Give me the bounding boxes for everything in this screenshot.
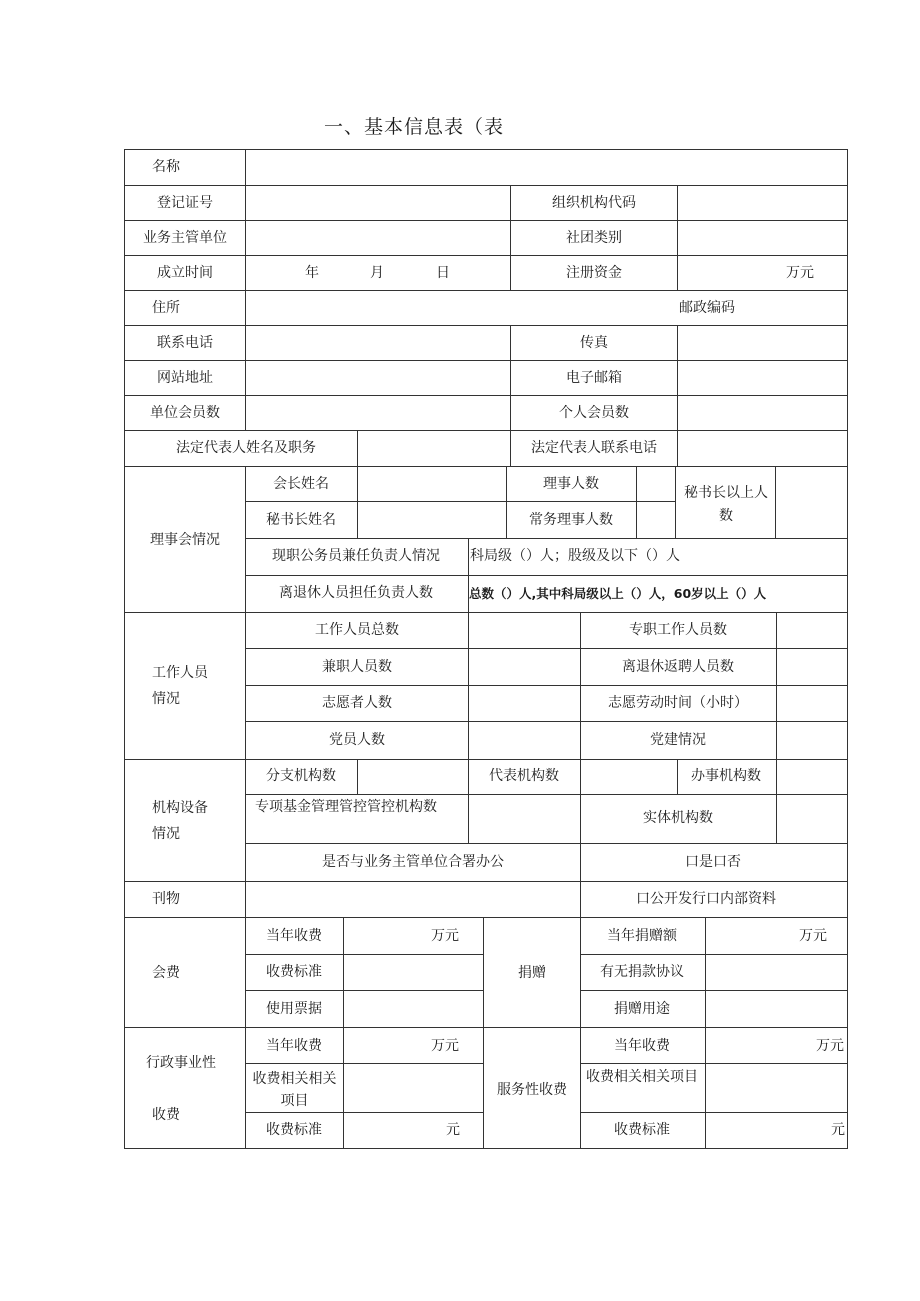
label-periodical: 刊物	[152, 891, 180, 907]
donation-annual-unit: 万元	[799, 928, 827, 944]
label-service-standard: 收费标准	[614, 1122, 670, 1138]
label-fulltime: 专职工作人员数	[629, 622, 727, 638]
label-name: 名称	[152, 159, 180, 175]
label-secretary: 秘书长姓名	[266, 512, 336, 528]
label-assoc-type: 社团类别	[566, 230, 622, 246]
group-admin-fee-2: 收费	[152, 1107, 180, 1123]
label-fees-receipts: 使用票据	[266, 1001, 322, 1017]
co-office-options: 口是口否	[685, 854, 741, 870]
label-postcode: 邮政编码	[679, 300, 735, 316]
admin-standard-unit: 元	[446, 1122, 460, 1138]
group-staff-1: 工作人员	[152, 665, 208, 681]
label-day: 日	[436, 265, 450, 281]
label-fund-mgmt: 专项基金管理管控管控机构数	[255, 799, 437, 815]
label-admin-standard: 收费标准	[266, 1122, 322, 1138]
label-individual-members: 个人会员数	[559, 405, 629, 421]
label-admin-items: 收费相关相关项目	[252, 1071, 337, 1109]
label-sec-above-2: 数	[719, 508, 733, 524]
label-staff-total: 工作人员总数	[315, 622, 399, 638]
label-month: 月	[370, 265, 384, 281]
label-parttime: 兼职人员数	[322, 659, 392, 675]
civil-servant-value: 科局级（）人；股级及以下（）人	[470, 548, 680, 564]
label-reg-no: 登记证号	[157, 195, 213, 211]
label-org-code: 组织机构代码	[552, 195, 636, 211]
label-admin-annual: 当年收费	[266, 1038, 322, 1054]
fees-annual-unit: 万元	[431, 928, 459, 944]
label-website: 网站地址	[157, 370, 213, 386]
label-donation-usage: 捐赠用途	[614, 1001, 670, 1017]
label-legal-rep: 法定代表人姓名及职务	[176, 440, 316, 456]
label-representative: 代表机构数	[489, 768, 559, 784]
capital-unit: 万元	[786, 265, 814, 281]
label-party-members: 党员人数	[329, 732, 385, 748]
label-party-building: 党建情况	[650, 732, 706, 748]
group-fees: 会费	[152, 965, 180, 981]
periodical-options: 口公开发行口内部资料	[636, 891, 776, 907]
group-donation: 捐赠	[518, 965, 546, 981]
label-legal-rep-phone: 法定代表人联系电话	[531, 440, 657, 456]
admin-annual-unit: 万元	[431, 1038, 459, 1054]
label-capital: 注册资金	[566, 265, 622, 281]
group-org-1: 机构设备	[152, 800, 208, 816]
label-civil-servant: 现职公务员兼任负责人情况	[272, 548, 440, 564]
group-service-fee: 服务性收费	[497, 1082, 567, 1098]
label-branches: 分支机构数	[266, 768, 336, 784]
label-address: 住所	[152, 300, 180, 316]
label-sec-above-1: 秘书长以上人	[684, 485, 768, 501]
label-fax: 传真	[580, 335, 608, 351]
label-unit-members: 单位会员数	[150, 405, 220, 421]
label-entities: 实体机构数	[643, 810, 713, 826]
label-fees-standard: 收费标准	[266, 964, 322, 980]
label-volunteer-hours: 志愿劳动时间（小时）	[608, 695, 748, 711]
label-donation-agreement: 有无捐款协议	[600, 964, 684, 980]
label-rehired: 离退休返聘人员数	[622, 659, 734, 675]
group-org-2: 情况	[152, 826, 180, 842]
label-supervisor: 业务主管单位	[143, 230, 227, 246]
group-council: 理事会情况	[150, 532, 220, 548]
label-president: 会长姓名	[273, 476, 329, 492]
service-annual-unit: 万元	[816, 1038, 844, 1054]
group-staff-2: 情况	[152, 691, 180, 707]
label-phone: 联系电话	[157, 335, 213, 351]
service-standard-unit: 元	[831, 1122, 845, 1138]
label-offices: 办事机构数	[691, 768, 761, 784]
retired-leaders-value: 总数（）人,其中科局级以上（）人，60岁以上（）人	[469, 586, 767, 601]
label-retired-leaders: 离退休人员担任负责人数	[279, 585, 433, 601]
group-admin-fee-1: 行政事业性	[146, 1055, 216, 1071]
label-year: 年	[305, 265, 319, 281]
label-founded: 成立时间	[157, 265, 213, 281]
label-service-annual: 当年收费	[614, 1038, 670, 1054]
label-directors: 理事人数	[543, 476, 599, 492]
label-standing: 常务理事人数	[529, 512, 613, 528]
label-co-office: 是否与业务主管单位合署办公	[322, 854, 504, 870]
label-service-items: 收费相关相关项目	[586, 1069, 698, 1085]
page-title: 一、基本信息表（表	[324, 116, 505, 138]
label-volunteers: 志愿者人数	[322, 695, 392, 711]
label-fees-annual: 当年收费	[266, 928, 322, 944]
label-email: 电子邮箱	[566, 370, 622, 386]
label-donation-annual: 当年捐赠额	[607, 928, 677, 944]
